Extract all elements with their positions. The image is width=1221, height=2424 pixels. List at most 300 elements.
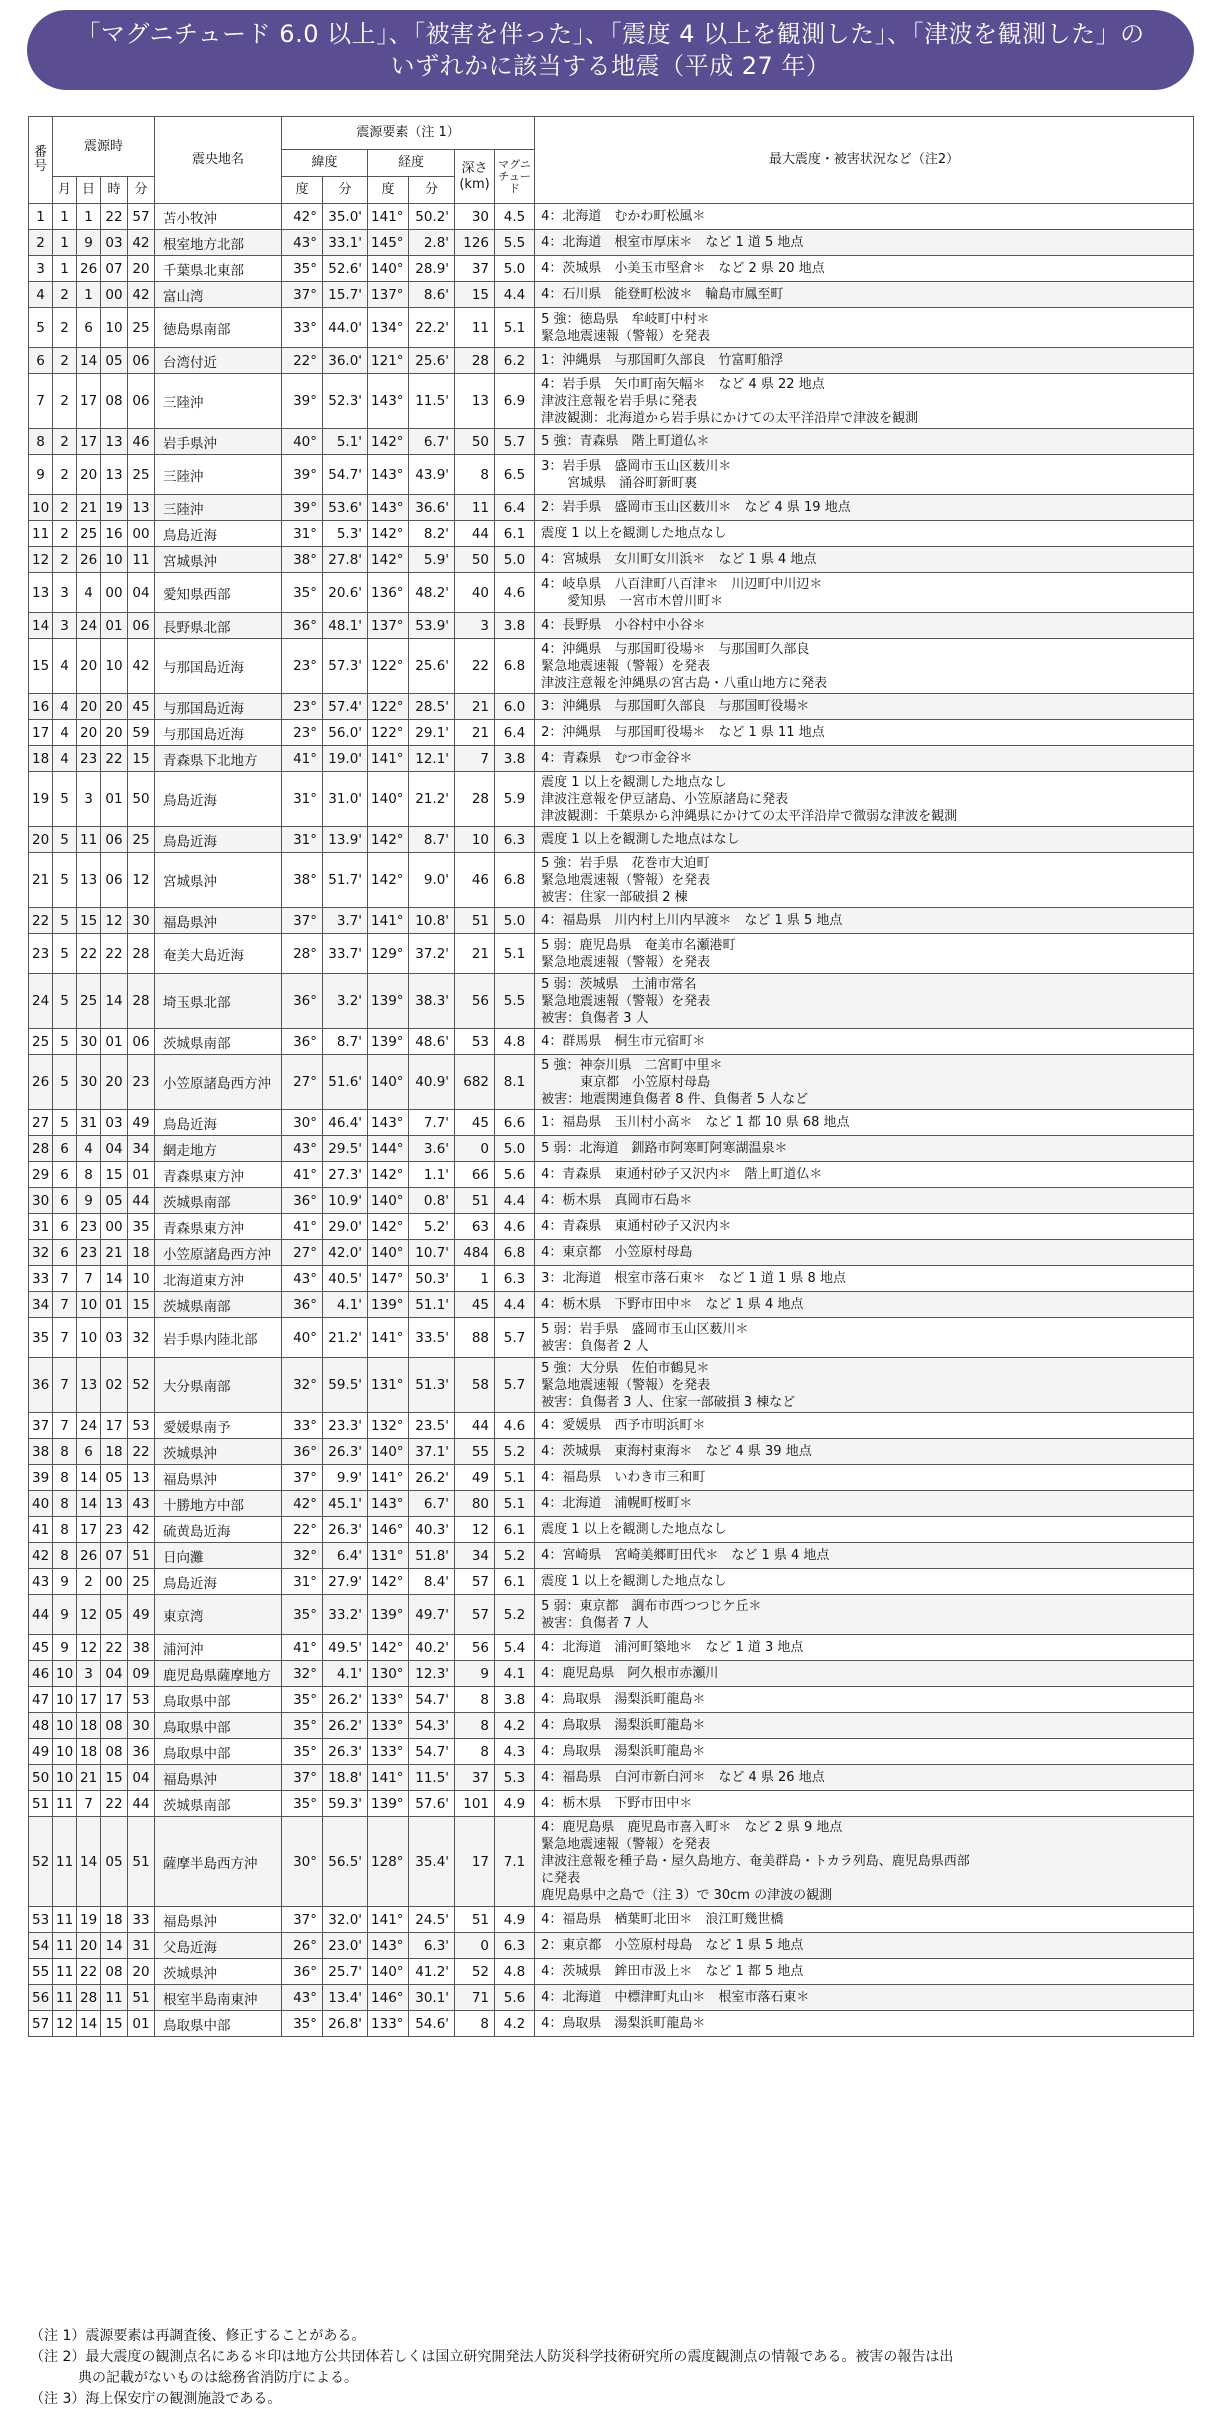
header-day: 日 <box>77 177 101 204</box>
cell-depth: 71 <box>455 1985 495 2011</box>
cell-lat-degree: 43° <box>282 230 323 256</box>
detail-line: 津波観測：北海道から岩手県にかけての太平洋沿岸で津波を観測 <box>541 410 919 426</box>
cell-magnitude: 4.9 <box>495 1907 535 1933</box>
cell-day: 23 <box>77 1240 101 1266</box>
cell-day: 8 <box>77 1162 101 1188</box>
cell-hour: 05 <box>101 1188 128 1214</box>
cell-intensity-details <box>535 1739 1194 1765</box>
table-row <box>29 1439 1194 1465</box>
cell-intensity-details <box>535 1985 1194 2011</box>
cell-lon-degree: 142° <box>368 1635 409 1661</box>
cell-intensity-details <box>535 1661 1194 1687</box>
detail-line: 4：宮崎県 宮崎美郷町田代＊ など 1 県 4 地点 <box>541 1548 830 1563</box>
cell-minute: 43 <box>128 1491 155 1517</box>
cell-row-number: 41 <box>29 1517 53 1543</box>
cell-day: 18 <box>77 1713 101 1739</box>
cell-hour: 14 <box>101 974 128 1029</box>
detail-line: 4：青森県 東通村砂子又沢内＊ <box>541 1219 732 1234</box>
cell-lat-degree: 35° <box>282 256 323 282</box>
cell-epicenter-name: 与那国島近海 <box>155 720 282 746</box>
cell-day: 24 <box>77 1413 101 1439</box>
cell-lat-minute: 48.1' <box>323 613 368 639</box>
cell-hour: 18 <box>101 1907 128 1933</box>
detail-line: 4：沖縄県 与那国町役場＊ 与那国町久部良 <box>541 641 810 657</box>
cell-intensity-details <box>535 720 1194 746</box>
cell-month: 11 <box>53 1959 77 1985</box>
detail-line: 津波注意報を沖縄県の宮古島・八重山地方に発表 <box>541 675 828 691</box>
cell-magnitude: 6.3 <box>495 827 535 853</box>
cell-month: 2 <box>53 495 77 521</box>
cell-depth: 50 <box>455 429 495 455</box>
cell-epicenter-name: 宮城県沖 <box>155 853 282 908</box>
cell-depth: 45 <box>455 1292 495 1318</box>
cell-intensity-details <box>535 1240 1194 1266</box>
cell-month: 2 <box>53 547 77 573</box>
detail-line: 4：長野県 小谷村中小谷＊ <box>541 618 706 633</box>
cell-month: 5 <box>53 1055 77 1110</box>
cell-depth: 56 <box>455 974 495 1029</box>
detail-line: 宮城県 涌谷町新町裏 <box>541 475 698 491</box>
cell-lon-minute: 33.5' <box>409 1318 455 1358</box>
cell-epicenter-name: 北海道東方沖 <box>155 1266 282 1292</box>
cell-intensity-details <box>535 974 1194 1029</box>
cell-intensity-details <box>535 1413 1194 1439</box>
cell-day: 12 <box>77 1635 101 1661</box>
cell-magnitude: 5.7 <box>495 429 535 455</box>
footnote-3: （注 3）海上保安庁の観測施設である。 <box>30 2391 282 2407</box>
cell-epicenter-name: 鳥取県中部 <box>155 1713 282 1739</box>
cell-magnitude: 4.8 <box>495 1029 535 1055</box>
cell-magnitude: 4.1 <box>495 1661 535 1687</box>
cell-minute: 33 <box>128 1907 155 1933</box>
cell-hour: 06 <box>101 827 128 853</box>
cell-lat-degree: 23° <box>282 639 323 694</box>
table-row <box>29 374 1194 429</box>
detail-line: 4：北海道 浦幌町桜町＊ <box>541 1496 693 1511</box>
cell-hour: 10 <box>101 547 128 573</box>
cell-epicenter-name: 鳥島近海 <box>155 827 282 853</box>
cell-intensity-details <box>535 282 1194 308</box>
header-lon-degree: 度 <box>368 177 409 204</box>
cell-month: 5 <box>53 908 77 934</box>
cell-day: 1 <box>77 204 101 230</box>
cell-hour: 14 <box>101 1933 128 1959</box>
cell-lat-degree: 36° <box>282 974 323 1029</box>
cell-lat-minute: 46.4' <box>323 1110 368 1136</box>
cell-depth: 682 <box>455 1055 495 1110</box>
cell-lon-degree: 141° <box>368 746 409 772</box>
cell-day: 12 <box>77 1595 101 1635</box>
detail-line: 震度 1 以上を観測した地点なし <box>541 1522 727 1537</box>
cell-epicenter-name: 与那国島近海 <box>155 694 282 720</box>
cell-row-number: 5 <box>29 308 53 348</box>
cell-day: 20 <box>77 455 101 495</box>
cell-day: 14 <box>77 1465 101 1491</box>
cell-minute: 00 <box>128 521 155 547</box>
detail-line: 4：北海道 中標津町丸山＊ 根室市落石東＊ <box>541 1990 810 2005</box>
cell-row-number: 49 <box>29 1739 53 1765</box>
cell-row-number: 27 <box>29 1110 53 1136</box>
cell-month: 8 <box>53 1439 77 1465</box>
cell-row-number: 45 <box>29 1635 53 1661</box>
cell-lat-minute: 33.7' <box>323 934 368 974</box>
cell-lon-degree: 139° <box>368 1029 409 1055</box>
cell-month: 11 <box>53 1985 77 2011</box>
cell-lat-degree: 36° <box>282 613 323 639</box>
cell-depth: 37 <box>455 256 495 282</box>
cell-month: 2 <box>53 429 77 455</box>
cell-magnitude: 8.1 <box>495 1055 535 1110</box>
cell-row-number: 50 <box>29 1765 53 1791</box>
cell-lon-minute: 57.6' <box>409 1791 455 1817</box>
cell-lat-minute: 26.3' <box>323 1517 368 1543</box>
title-line-2: いずれかに該当する地震（平成 27 年） <box>390 52 831 80</box>
table-row <box>29 746 1194 772</box>
cell-day: 3 <box>77 1661 101 1687</box>
cell-minute: 20 <box>128 1959 155 1985</box>
cell-hour: 05 <box>101 1465 128 1491</box>
cell-lat-degree: 31° <box>282 1569 323 1595</box>
cell-lon-degree: 142° <box>368 1214 409 1240</box>
cell-month: 7 <box>53 1266 77 1292</box>
detail-line: 4：福島県 いわき市三和町 <box>541 1470 706 1485</box>
cell-row-number: 7 <box>29 374 53 429</box>
table-row <box>29 934 1194 974</box>
cell-intensity-details <box>535 495 1194 521</box>
cell-intensity-details <box>535 1595 1194 1635</box>
cell-hour: 03 <box>101 1110 128 1136</box>
cell-row-number: 17 <box>29 720 53 746</box>
cell-lat-minute: 3.2' <box>323 974 368 1029</box>
detail-line: 5 弱：東京都 調布市西つつじケ丘＊ <box>541 1598 762 1614</box>
cell-lon-degree: 137° <box>368 613 409 639</box>
cell-month: 11 <box>53 1933 77 1959</box>
detail-line: 津波注意報を種子島・屋久島地方、奄美群島・トカラ列島、鹿児島県西部 <box>541 1854 970 1869</box>
cell-lon-minute: 11.5' <box>409 374 455 429</box>
cell-hour: 19 <box>101 495 128 521</box>
cell-epicenter-name: 鳥島近海 <box>155 772 282 827</box>
cell-lat-minute: 59.5' <box>323 1358 368 1413</box>
cell-month: 9 <box>53 1595 77 1635</box>
table-row <box>29 204 1194 230</box>
cell-day: 7 <box>77 1266 101 1292</box>
cell-lat-minute: 33.1' <box>323 230 368 256</box>
table-row <box>29 1569 1194 1595</box>
cell-row-number: 25 <box>29 1029 53 1055</box>
cell-intensity-details <box>535 374 1194 429</box>
cell-lat-minute: 44.0' <box>323 308 368 348</box>
cell-intensity-details <box>535 1933 1194 1959</box>
cell-hour: 13 <box>101 429 128 455</box>
cell-lat-degree: 35° <box>282 2011 323 2037</box>
detail-line: 4：鹿児島県 阿久根市赤瀬川 <box>541 1666 719 1681</box>
cell-lat-minute: 33.2' <box>323 1595 368 1635</box>
cell-minute: 52 <box>128 1358 155 1413</box>
cell-intensity-details <box>535 1029 1194 1055</box>
cell-lon-minute: 12.1' <box>409 746 455 772</box>
cell-lon-degree: 142° <box>368 853 409 908</box>
cell-intensity-details <box>535 521 1194 547</box>
cell-lon-minute: 51.3' <box>409 1358 455 1413</box>
cell-day: 4 <box>77 1136 101 1162</box>
cell-lat-degree: 41° <box>282 1162 323 1188</box>
cell-lat-minute: 15.7' <box>323 282 368 308</box>
cell-day: 22 <box>77 934 101 974</box>
cell-hour: 07 <box>101 1543 128 1569</box>
cell-minute: 13 <box>128 495 155 521</box>
detail-line: 5 強：神奈川県 二宮町中里＊ <box>541 1057 723 1073</box>
cell-minute: 18 <box>128 1240 155 1266</box>
cell-lon-degree: 143° <box>368 1491 409 1517</box>
cell-intensity-details <box>535 1491 1194 1517</box>
cell-hour: 08 <box>101 1713 128 1739</box>
cell-lon-minute: 41.2' <box>409 1959 455 1985</box>
table-row <box>29 282 1194 308</box>
header-lat-degree: 度 <box>282 177 323 204</box>
cell-month: 5 <box>53 772 77 827</box>
cell-day: 20 <box>77 639 101 694</box>
cell-minute: 45 <box>128 694 155 720</box>
cell-minute: 53 <box>128 1413 155 1439</box>
cell-lon-minute: 10.7' <box>409 1240 455 1266</box>
cell-depth: 51 <box>455 1188 495 1214</box>
cell-minute: 59 <box>128 720 155 746</box>
cell-hour: 12 <box>101 908 128 934</box>
cell-lat-minute: 18.8' <box>323 1765 368 1791</box>
cell-lon-minute: 24.5' <box>409 1907 455 1933</box>
cell-day: 15 <box>77 908 101 934</box>
cell-lon-minute: 7.7' <box>409 1110 455 1136</box>
cell-epicenter-name: 三陸沖 <box>155 455 282 495</box>
cell-lon-minute: 10.8' <box>409 908 455 934</box>
cell-month: 3 <box>53 613 77 639</box>
cell-intensity-details <box>535 1465 1194 1491</box>
cell-lat-degree: 42° <box>282 204 323 230</box>
detail-line: 4：群馬県 桐生市元宿町＊ <box>541 1034 706 1049</box>
cell-hour: 00 <box>101 1569 128 1595</box>
cell-depth: 34 <box>455 1543 495 1569</box>
cell-minute: 22 <box>128 1439 155 1465</box>
cell-magnitude: 5.2 <box>495 1595 535 1635</box>
cell-epicenter-name: 徳島県南部 <box>155 308 282 348</box>
cell-lat-degree: 43° <box>282 1985 323 2011</box>
cell-lat-degree: 39° <box>282 374 323 429</box>
cell-lon-degree: 133° <box>368 1739 409 1765</box>
cell-lat-degree: 30° <box>282 1817 323 1907</box>
header-lon-minute: 分 <box>409 177 455 204</box>
detail-line: 1：福島県 玉川村小高＊ など 1 都 10 県 68 地点 <box>541 1115 850 1130</box>
cell-lat-minute: 26.2' <box>323 1713 368 1739</box>
cell-lon-minute: 43.9' <box>409 455 455 495</box>
cell-lon-degree: 140° <box>368 1055 409 1110</box>
cell-hour: 13 <box>101 1491 128 1517</box>
cell-lat-degree: 32° <box>282 1661 323 1687</box>
cell-lat-minute: 3.7' <box>323 908 368 934</box>
cell-magnitude: 6.1 <box>495 1569 535 1595</box>
cell-intensity-details <box>535 1791 1194 1817</box>
cell-hour: 03 <box>101 1318 128 1358</box>
cell-lon-minute: 8.4' <box>409 1569 455 1595</box>
cell-hour: 01 <box>101 1292 128 1318</box>
cell-lat-minute: 26.2' <box>323 1687 368 1713</box>
cell-magnitude: 5.5 <box>495 230 535 256</box>
cell-lat-degree: 32° <box>282 1543 323 1569</box>
cell-lat-degree: 41° <box>282 1214 323 1240</box>
cell-intensity-details <box>535 827 1194 853</box>
cell-lon-minute: 51.1' <box>409 1292 455 1318</box>
detail-line: 被害：住家一部破損 2 棟 <box>541 889 688 905</box>
cell-lon-minute: 50.3' <box>409 1266 455 1292</box>
cell-lon-degree: 141° <box>368 1465 409 1491</box>
detail-line: 愛知県 一宮市木曽川町＊ <box>541 593 724 609</box>
cell-day: 28 <box>77 1985 101 2011</box>
detail-line: 4：鹿児島県 鹿児島市喜入町＊ など 2 県 9 地点 <box>541 1820 843 1835</box>
cell-epicenter-name: 鳥島近海 <box>155 1569 282 1595</box>
cell-intensity-details <box>535 639 1194 694</box>
cell-lon-degree: 140° <box>368 256 409 282</box>
cell-row-number: 20 <box>29 827 53 853</box>
cell-lon-degree: 140° <box>368 1439 409 1465</box>
cell-minute: 10 <box>128 1266 155 1292</box>
table-row <box>29 1318 1194 1358</box>
cell-row-number: 14 <box>29 613 53 639</box>
cell-hour: 22 <box>101 1635 128 1661</box>
cell-lon-degree: 139° <box>368 1595 409 1635</box>
cell-lat-degree: 43° <box>282 1136 323 1162</box>
table-row <box>29 2011 1194 2037</box>
cell-hour: 15 <box>101 1162 128 1188</box>
cell-month: 2 <box>53 308 77 348</box>
cell-intensity-details <box>535 694 1194 720</box>
table-row <box>29 1687 1194 1713</box>
cell-intensity-details <box>535 308 1194 348</box>
detail-line: 4：北海道 根室市厚床＊ など 1 道 5 地点 <box>541 235 804 250</box>
cell-lat-degree: 35° <box>282 573 323 613</box>
cell-depth: 58 <box>455 1358 495 1413</box>
cell-magnitude: 6.6 <box>495 1110 535 1136</box>
cell-day: 23 <box>77 746 101 772</box>
cell-lon-minute: 51.8' <box>409 1543 455 1569</box>
cell-lon-minute: 49.7' <box>409 1595 455 1635</box>
cell-hour: 20 <box>101 720 128 746</box>
cell-lon-degree: 129° <box>368 934 409 974</box>
cell-row-number: 40 <box>29 1491 53 1517</box>
cell-lat-degree: 37° <box>282 1907 323 1933</box>
cell-lat-degree: 39° <box>282 455 323 495</box>
cell-magnitude: 6.3 <box>495 1933 535 1959</box>
cell-day: 2 <box>77 1569 101 1595</box>
cell-lat-minute: 29.5' <box>323 1136 368 1162</box>
detail-line: 緊急地震速報（警報）を発表 <box>541 872 711 888</box>
cell-depth: 44 <box>455 1413 495 1439</box>
cell-lon-minute: 21.2' <box>409 772 455 827</box>
cell-magnitude: 4.8 <box>495 1959 535 1985</box>
cell-hour: 08 <box>101 374 128 429</box>
header-intensity: 最大震度・被害状況など（注2） <box>535 117 1194 204</box>
cell-magnitude: 4.2 <box>495 2011 535 2037</box>
cell-hour: 05 <box>101 1595 128 1635</box>
cell-lat-minute: 56.0' <box>323 720 368 746</box>
cell-epicenter-name: 硫黄島近海 <box>155 1517 282 1543</box>
cell-magnitude: 5.4 <box>495 1635 535 1661</box>
cell-minute: 38 <box>128 1635 155 1661</box>
cell-month: 10 <box>53 1687 77 1713</box>
cell-lat-degree: 36° <box>282 1029 323 1055</box>
cell-lon-minute: 12.3' <box>409 1661 455 1687</box>
cell-lat-minute: 20.6' <box>323 573 368 613</box>
cell-row-number: 34 <box>29 1292 53 1318</box>
table-row <box>29 1413 1194 1439</box>
cell-lon-minute: 37.2' <box>409 934 455 974</box>
cell-epicenter-name: 茨城県沖 <box>155 1439 282 1465</box>
detail-line: 4：茨城県 東海村東海＊ など 4 県 39 地点 <box>541 1444 812 1459</box>
cell-month: 4 <box>53 746 77 772</box>
cell-magnitude: 5.0 <box>495 1136 535 1162</box>
cell-day: 19 <box>77 1907 101 1933</box>
cell-lat-minute: 21.2' <box>323 1318 368 1358</box>
cell-depth: 80 <box>455 1491 495 1517</box>
detail-line: 4：岩手県 矢巾町南矢幅＊ など 4 県 22 地点 <box>541 376 825 392</box>
header-epicenter: 震央地名 <box>155 117 282 204</box>
cell-month: 5 <box>53 974 77 1029</box>
footnote-2-continued: 典の記載がないものは総務省消防庁による。 <box>78 2370 358 2386</box>
cell-lon-minute: 54.3' <box>409 1713 455 1739</box>
cell-lon-minute: 54.7' <box>409 1739 455 1765</box>
cell-lat-degree: 31° <box>282 827 323 853</box>
cell-lat-degree: 36° <box>282 1439 323 1465</box>
cell-depth: 11 <box>455 308 495 348</box>
cell-row-number: 2 <box>29 230 53 256</box>
cell-epicenter-name: 根室半島南東沖 <box>155 1985 282 2011</box>
cell-row-number: 46 <box>29 1661 53 1687</box>
cell-intensity-details <box>535 746 1194 772</box>
cell-epicenter-name: 鳥取県中部 <box>155 1739 282 1765</box>
cell-minute: 51 <box>128 1817 155 1907</box>
cell-depth: 88 <box>455 1318 495 1358</box>
cell-hour: 22 <box>101 1791 128 1817</box>
cell-depth: 11 <box>455 495 495 521</box>
cell-lat-minute: 32.0' <box>323 1907 368 1933</box>
cell-epicenter-name: 根室地方北部 <box>155 230 282 256</box>
cell-depth: 46 <box>455 853 495 908</box>
cell-lon-degree: 145° <box>368 230 409 256</box>
cell-month: 11 <box>53 1817 77 1907</box>
cell-lon-degree: 136° <box>368 573 409 613</box>
cell-row-number: 47 <box>29 1687 53 1713</box>
cell-depth: 17 <box>455 1817 495 1907</box>
cell-lat-minute: 52.6' <box>323 256 368 282</box>
cell-magnitude: 5.6 <box>495 1162 535 1188</box>
cell-hour: 17 <box>101 1413 128 1439</box>
cell-day: 3 <box>77 772 101 827</box>
cell-intensity-details <box>535 1959 1194 1985</box>
cell-day: 14 <box>77 1491 101 1517</box>
cell-lon-degree: 143° <box>368 1933 409 1959</box>
detail-line: 4：鳥取県 湯梨浜町龍島＊ <box>541 2016 706 2031</box>
detail-line: 5 弱：北海道 釧路市阿寒町阿寒湖温泉＊ <box>541 1141 788 1156</box>
cell-epicenter-name: 岩手県内陸北部 <box>155 1318 282 1358</box>
cell-intensity-details <box>535 1907 1194 1933</box>
cell-lat-minute: 31.0' <box>323 772 368 827</box>
cell-hour: 05 <box>101 1817 128 1907</box>
cell-lon-minute: 8.7' <box>409 827 455 853</box>
cell-lat-minute: 5.3' <box>323 521 368 547</box>
cell-lon-degree: 131° <box>368 1543 409 1569</box>
cell-depth: 50 <box>455 547 495 573</box>
cell-row-number: 53 <box>29 1907 53 1933</box>
cell-row-number: 24 <box>29 974 53 1029</box>
cell-epicenter-name: 福島県沖 <box>155 1907 282 1933</box>
